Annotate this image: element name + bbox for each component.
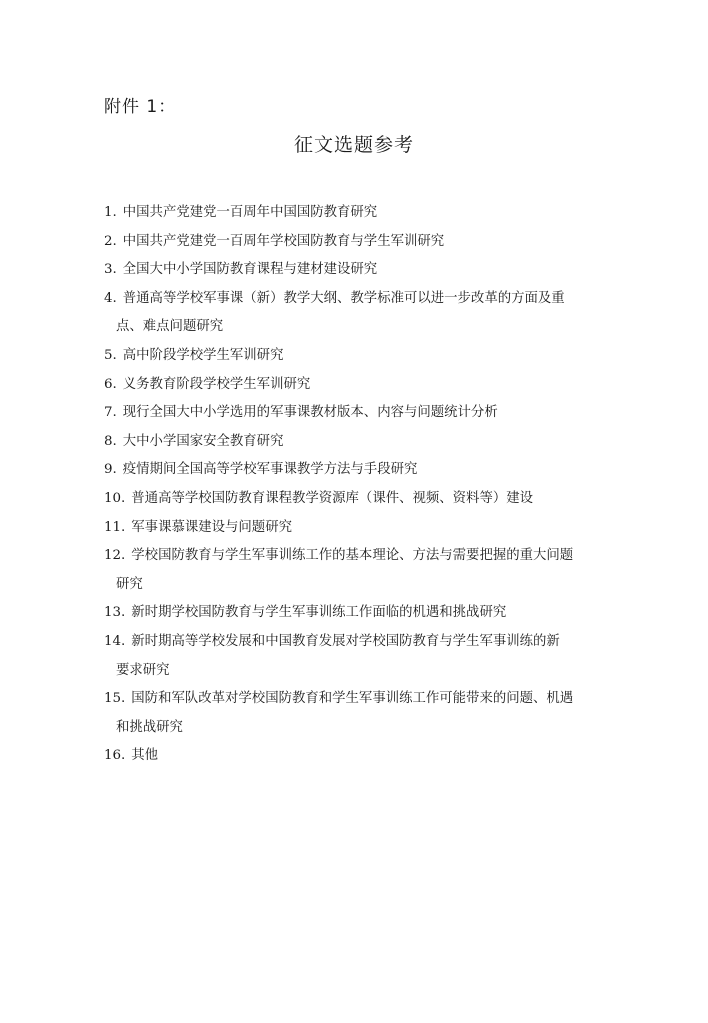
list-item-line: 国防和军队改革对学校国防教育和学生军事训练工作可能带来的问题、机遇: [131, 691, 574, 707]
list-item-line: 中国共产党建党一百周年中国国防教育研究: [122, 205, 378, 220]
list-item-line: 普通高等学校军事课（新）教学大纲、教学标准可以进一步改革的方面及重: [122, 290, 565, 306]
list-item: [104, 285, 614, 342]
list-item: [104, 742, 614, 771]
topic-list: [104, 199, 614, 771]
list-item-text: [123, 399, 614, 428]
list-item-number: 2.: [104, 233, 117, 249]
list-item-text: [123, 228, 614, 257]
list-item-line: 普通高等学校国防教育课程教学资源库（课件、视频、资料等）建设: [131, 490, 534, 506]
list-item: [104, 228, 614, 257]
list-item-line: 疫情期间全国高等学校军事课教学方法与手段研究: [122, 462, 418, 478]
list-item-text: [131, 514, 614, 543]
list-item-number: 9.: [104, 462, 117, 478]
list-item-number: 11.: [104, 519, 126, 535]
list-item: [104, 514, 614, 543]
list-item-line: 新时期高等学校发展和中国教育发展对学校国防教育与学生军事训练的新: [131, 633, 560, 649]
list-item-line: 中国共产党建党一百周年学校国防教育与学生军训研究: [122, 233, 445, 249]
list-item-number: 8.: [104, 433, 117, 449]
list-item-text: [116, 685, 614, 742]
list-item: [104, 599, 614, 628]
list-item-number: 5.: [104, 347, 117, 363]
list-item-number: 7.: [104, 405, 117, 421]
list-item-line: 现行全国大中小学选用的军事课教材版本、内容与问题统计分析: [122, 405, 498, 421]
list-item-number: 3.: [104, 262, 117, 278]
list-item: [104, 199, 614, 228]
list-item-line: 其他: [131, 748, 159, 764]
list-item-number: 15.: [104, 691, 126, 707]
list-item-line: 义务教育阶段学校学生军训研究: [122, 376, 311, 392]
list-item: [104, 399, 614, 428]
list-item-number: 13.: [104, 605, 126, 621]
list-item: [104, 428, 614, 457]
list-item-text: [116, 285, 614, 342]
list-item-line-continued: 点、难点问题研究: [116, 319, 224, 335]
page-title: 征文选题参考: [293, 134, 414, 156]
list-item: [104, 256, 614, 285]
list-item: [104, 628, 614, 685]
list-item-text: [131, 742, 614, 771]
list-item: [104, 342, 614, 371]
list-item-text: [116, 542, 614, 599]
list-item-line: 军事课慕课建设与问题研究: [131, 519, 292, 535]
list-item: [104, 685, 614, 742]
list-item-text: [123, 456, 614, 485]
list-item: [104, 542, 614, 599]
list-item-line: 大中小学国家安全教育研究: [122, 433, 284, 449]
list-item-number: 1.: [104, 205, 117, 220]
list-item-line-continued: 和挑战研究: [116, 719, 183, 735]
list-item-line: 新时期学校国防教育与学生军事训练工作面临的机遇和挑战研究: [131, 605, 507, 621]
list-item-text: [131, 599, 614, 628]
list-item-number: 14.: [104, 633, 126, 649]
list-item-number: 4.: [104, 290, 117, 306]
list-item-number: 16.: [104, 748, 126, 764]
list-item-line-continued: 要求研究: [116, 662, 170, 678]
list-item-line-continued: 研究: [116, 576, 143, 592]
list-item-text: [123, 371, 614, 400]
list-item: [104, 485, 614, 514]
list-item-number: 6.: [104, 376, 117, 392]
list-item-line: 全国大中小学国防教育课程与建材建设研究: [122, 262, 378, 278]
list-item-text: [123, 342, 614, 371]
list-item-line: 学校国防教育与学生军事训练工作的基本理论、方法与需要把握的重大问题: [131, 548, 574, 564]
list-item-number: 10.: [104, 490, 126, 506]
list-item: [104, 456, 614, 485]
list-item-line: 高中阶段学校学生军训研究: [122, 347, 284, 363]
list-item-number: 12.: [104, 548, 126, 564]
list-item-text: [123, 428, 614, 457]
list-item-text: [123, 199, 614, 228]
attachment-label: 附件 1：: [104, 97, 177, 117]
list-item-text: [123, 256, 614, 285]
list-item-text: [131, 485, 614, 514]
list-item: [104, 371, 614, 400]
list-item-text: [116, 628, 614, 685]
